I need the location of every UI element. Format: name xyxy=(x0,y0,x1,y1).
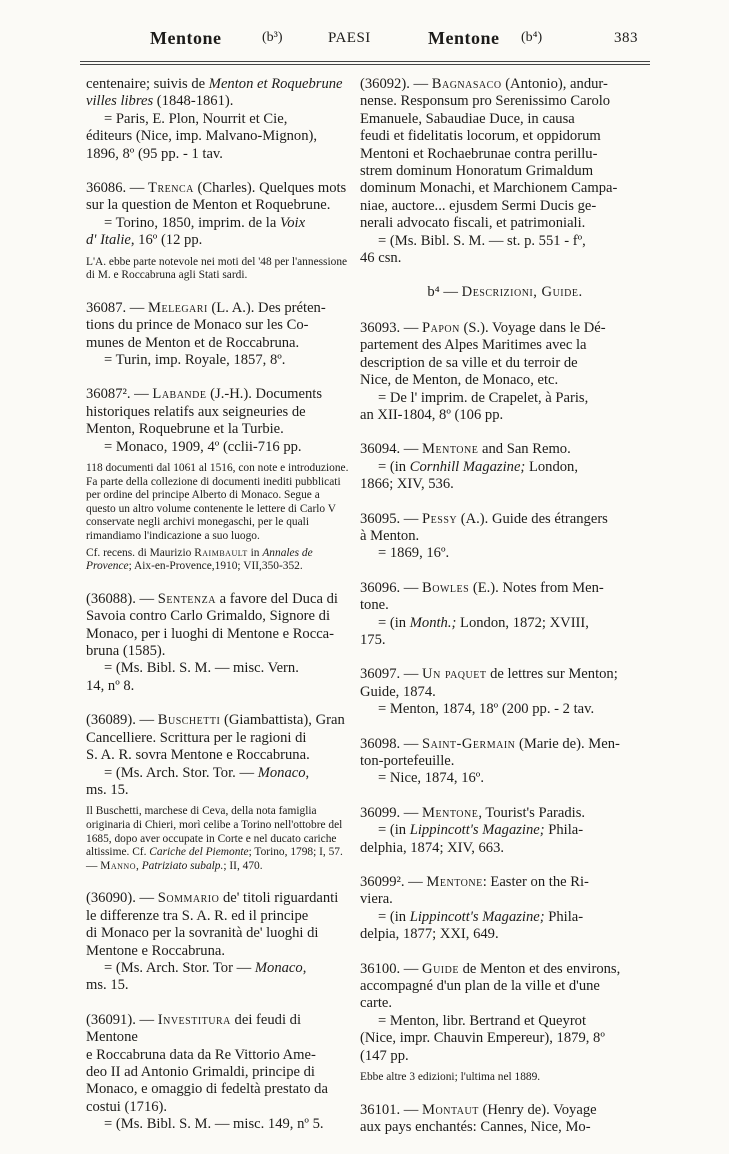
text-line: : Easter on the Ri- xyxy=(482,874,589,891)
text-line: de' titoli riguardanti xyxy=(219,890,339,907)
text-line: delpia, 1877; XXI, 649. xyxy=(360,926,499,943)
right-column xyxy=(360,76,650,1154)
header-center: PAESI xyxy=(328,30,371,46)
entry-36100 xyxy=(360,961,650,1085)
text-line: Raimbault xyxy=(194,546,248,559)
entry-36086 xyxy=(86,180,350,283)
entry-note xyxy=(86,462,350,574)
text-line: Mentone e Roccabruna. xyxy=(86,942,225,959)
text-line: = Nice, 1874, 16º. xyxy=(378,770,484,787)
text-line: niae, auctore... ejusdem Sermi Ducis ge- xyxy=(360,197,597,214)
text-line: (Antonio), andur- xyxy=(501,76,608,92)
text-line: (S.). Voyage dans le Dé- xyxy=(459,319,606,336)
text-line: (36091). — xyxy=(86,1011,158,1028)
entry-author: Mentone xyxy=(422,804,479,821)
text-line: nense. Responsum pro Serenissimo Carolo xyxy=(360,93,611,110)
header-left-subsection: (b³) xyxy=(262,30,283,45)
entry-author: Montaut xyxy=(422,1101,479,1118)
text-line: (Giambattista), Gran xyxy=(220,712,345,729)
text-line: Voix xyxy=(279,214,306,231)
text-line: partement des Alpes Maritimes avec la xyxy=(360,337,587,354)
header-rule-bottom xyxy=(80,64,650,65)
text-line: (36089). — xyxy=(86,712,158,729)
text-line: (J.-H.). Documents xyxy=(206,386,323,403)
text-line: Monaco xyxy=(257,764,306,781)
entry-author: Mentone xyxy=(422,441,479,458)
page-number: 383 xyxy=(614,30,638,46)
text-line: 36099. — xyxy=(360,804,423,821)
text-line: = (Ms. Bibl. S. M. — misc. Vern. xyxy=(104,660,299,677)
text-line: , Tourist's Paradis. xyxy=(478,804,586,821)
text-line: = (in xyxy=(378,822,410,839)
text-line: historiques relatifs aux seigneuries de xyxy=(86,403,306,420)
text-line: 14, nº 8. xyxy=(86,677,135,694)
entry-36091 xyxy=(86,1012,350,1134)
text-line: (Henry de). Voyage xyxy=(478,1101,597,1118)
text-line: Cancelliere. Scrittura per le ragioni di xyxy=(86,729,307,746)
text-line: (Charles). Quelques mots xyxy=(193,180,347,197)
text-line: Menton, Roquebrune et la Turbie. xyxy=(86,421,284,438)
text-line: carte. xyxy=(360,995,392,1012)
text-line: strem dominum Honoratum Grimaldum xyxy=(360,163,594,180)
header-right-subsection: (b⁴) xyxy=(521,30,543,45)
text-line: Il Buschetti, marchese di Ceva, della nota famiglia originaria di Chieri, morì celibe a Torino nell'ottobre del 1685, dopo aver occupate in Corte e nel ducato cariche altissime. Cf. xyxy=(86,805,343,859)
text-line: Monaco xyxy=(254,959,303,976)
entry-36101 xyxy=(360,1102,650,1137)
text-line: 36101. — xyxy=(360,1101,423,1118)
header-rule-top xyxy=(80,61,650,62)
text-line: d' Italie xyxy=(86,232,131,249)
text-line: bruna (1585). xyxy=(86,643,166,660)
text-line: , 16º (12 pp. xyxy=(130,232,203,249)
text-line: = De l' imprim. de Crapelet, à Paris, xyxy=(378,389,589,406)
text-line: 36098. — xyxy=(360,735,423,752)
text-line: = (Ms. Bibl. S. M. — misc. 149, nº 5. xyxy=(104,1116,324,1133)
text-line: = (Ms. Arch. Stor. Tor — xyxy=(104,959,255,976)
text-line: Cornhill Magazine; xyxy=(409,458,526,475)
text-line: sur la question de Menton et Roquebrune. xyxy=(86,197,331,214)
text-line: ms. 15. xyxy=(86,781,129,798)
header-right-title: Mentone xyxy=(428,28,500,48)
text-line: dominum Monachi, et Marchionem Campa- xyxy=(360,180,618,197)
entry-author: Mentone xyxy=(426,874,483,891)
text-line: 36093. — xyxy=(360,319,423,336)
entry-36095 xyxy=(360,511,650,563)
text-line: Patriziato subalp. xyxy=(141,859,224,872)
text-line: e Roccabruna data da Re Vittorio Ame- xyxy=(86,1046,316,1063)
text-line: 36095. — xyxy=(360,510,423,527)
entry-author: Trenca xyxy=(148,180,194,197)
text-line: delphia, 1874; XIV, 663. xyxy=(360,839,505,856)
text-line: an XII-1804, 8º (106 pp. xyxy=(360,406,504,423)
text-line: à Menton. xyxy=(360,527,420,544)
entry-author: Bagnasaco xyxy=(431,76,502,92)
entry-36093 xyxy=(360,320,650,424)
text-line: = Menton, 1874, 18º (200 pp. - 2 tav. xyxy=(378,701,595,718)
text-line: viera. xyxy=(360,891,393,908)
text-line: Monaco, per i luoghi di Mentone e Rocca- xyxy=(86,625,335,642)
text-line: London, xyxy=(525,458,578,475)
text-line: (Marie de). Men- xyxy=(515,735,620,752)
text-line: Nice, de Menton, de Monaco, etc. xyxy=(360,372,559,389)
text-line: = (Ms. Bibl. S. M. — st. p. 551 - fº, xyxy=(378,232,586,249)
entry-note xyxy=(86,256,350,283)
text-line: (L. A.). Des préten- xyxy=(207,299,326,316)
text-line: accompagné d'un plan de la ville et d'une xyxy=(360,978,600,995)
entry-author: Pessy xyxy=(422,510,458,527)
text-line: (A.). Guide des étrangers xyxy=(457,510,608,527)
entry-36099-2 xyxy=(360,874,650,944)
text-line: 118 documenti dal 1061 al 1516, con note e introduzione. Fa parte della collezione di documenti inediti pubblicati per ordine del principe Alberto di Monaco. Segue a questo un altro volume contenente le lettere di Carlo V conservate negli archivi monegaschi, per le quali rimandiamo l'indicazione a suo luogo. xyxy=(86,462,349,543)
text-line: ton-portefeuille. xyxy=(360,753,455,769)
text-line: Ebbe altre 3 edizioni; l'ultima nel 1889. xyxy=(360,1071,541,1084)
text-line: tone. xyxy=(360,597,389,614)
entry-author: Buschetti xyxy=(157,712,221,729)
entry-author: Sommario xyxy=(157,890,220,907)
entry-note xyxy=(86,805,350,873)
text-line: 36096. — xyxy=(360,579,423,596)
entry-36092 xyxy=(360,76,650,267)
text-line: (Nice, impr. Chauvin Empereur), 1879, 8º xyxy=(360,1030,605,1047)
entry-author: Labande xyxy=(152,386,207,403)
text-line: Emanuele, Sabaudiae Duce, in causa xyxy=(360,110,575,127)
text-line: = Torino, 1850, imprim. de la xyxy=(104,214,280,231)
text-line: 36086. — xyxy=(86,180,149,197)
text-line: = Turin, imp. Royale, 1857, 8º. xyxy=(104,352,286,369)
text-line: = 1869, 16º. xyxy=(378,545,450,562)
text-line: ms. 15. xyxy=(86,977,129,994)
entry-36097 xyxy=(360,666,650,718)
text-line: centenaire; suivis de xyxy=(86,76,209,92)
text-line: ; Aix-en-Provence,1910; VII,350-352. xyxy=(128,560,303,573)
text-line: and San Remo. xyxy=(478,441,571,458)
entry-author: Bowles xyxy=(422,579,470,596)
text-line: Cariche del Piemonte xyxy=(149,846,249,859)
text-line: de Menton et des environs, xyxy=(458,960,621,977)
text-line: Descrizioni, Guide. xyxy=(461,284,583,301)
text-line: Lippincott's Magazine; xyxy=(409,822,545,839)
text-line: Lippincott's Magazine; xyxy=(409,908,545,925)
text-line: 1866; XIV, 536. xyxy=(360,476,454,493)
text-line: 1896, 8º (95 pp. - 1 tav. xyxy=(86,145,223,162)
text-line: L'A. ebbe parte notevole nei moti del '48 per l'annessione di M. e Roccabruna agli Stati sardi. xyxy=(86,255,348,282)
text-line: Savoia contro Carlo Grimaldo, Signore di xyxy=(86,608,330,625)
text-line: Month.; xyxy=(409,614,457,631)
text-line: 36087². — xyxy=(86,386,153,403)
text-line: dei feudi di Mentone xyxy=(86,1011,302,1046)
text-line: éditeurs (Nice, imp. Malvano-Mignon), xyxy=(86,128,318,145)
text-line: (36092). — xyxy=(360,76,432,92)
entry-36090 xyxy=(86,890,350,994)
entry-36094 xyxy=(360,441,650,493)
text-line: nerali advocato fiscali, et patrimoniali. xyxy=(360,215,586,232)
entry-author: Un paquet xyxy=(422,666,487,683)
text-line: deo II ad Antonio Grimaldi, principe di xyxy=(86,1063,315,1080)
text-line: Menton et Roquebrune xyxy=(208,76,343,92)
text-line: = (in xyxy=(378,614,410,631)
text-line: , xyxy=(136,859,142,872)
running-header xyxy=(0,28,729,54)
text-line: villes libres xyxy=(86,93,154,110)
text-line: 36087. — xyxy=(86,299,149,316)
entry-36099 xyxy=(360,805,650,857)
text-line: 36099². — xyxy=(360,874,427,891)
text-line: S. A. R. sovra Mentone e Roccabruna. xyxy=(86,747,310,764)
entry-author: Guide xyxy=(422,960,459,977)
entry-author: Papon xyxy=(422,319,460,336)
text-line: costui (1716). xyxy=(86,1098,168,1115)
text-line: = (Ms. Arch. Stor. Tor. — xyxy=(104,764,258,781)
text-line: 36097. — xyxy=(360,666,423,683)
entry-36087 xyxy=(86,300,350,370)
text-line: 36100. — xyxy=(360,960,423,977)
text-line: description de sa ville et du terroir de xyxy=(360,354,578,371)
text-line: (36088). — xyxy=(86,590,158,607)
entry-36098 xyxy=(360,736,650,788)
text-line: = (in xyxy=(378,458,410,475)
text-line: Phila- xyxy=(544,822,584,839)
text-line: ; Torino, 1798; I, 57. — xyxy=(86,846,343,872)
entry-author: Investitura xyxy=(157,1011,231,1028)
text-line: feudi et fidelitatis locorum, et oppidorum xyxy=(360,128,601,145)
text-line: = (in xyxy=(378,908,410,925)
text-line: Cf. recens. di Maurizio xyxy=(86,546,195,559)
text-line: 175. xyxy=(360,631,386,648)
entry-36096 xyxy=(360,580,650,650)
section-heading xyxy=(360,284,650,301)
text-line: 36094. — xyxy=(360,441,423,458)
entry-author: Sentenza xyxy=(157,590,216,607)
text-line: Mentoni et Rochaebrunae contra perillu- xyxy=(360,145,598,162)
entry-author: Melegari xyxy=(148,299,208,316)
text-line: (36090). — xyxy=(86,890,158,907)
text-line: = Menton, libr. Bertrand et Queyrot xyxy=(378,1012,587,1029)
text-line: (147 pp. xyxy=(360,1047,409,1064)
text-line: b⁴ — xyxy=(427,284,462,301)
text-line: = Monaco, 1909, 4º (cclii-716 pp. xyxy=(104,438,302,455)
text-line: le differenze tra S. A. R. ed il principe xyxy=(86,907,309,924)
text-line: (1848-1861). xyxy=(153,93,234,110)
text-line: a favore del Duca di xyxy=(215,590,338,607)
text-line: (E.). Notes from Men- xyxy=(469,579,604,596)
text-line: = Paris, E. Plon, Nourrit et Cie, xyxy=(104,110,288,127)
text-line: Monaco, e omaggio di fedeltà prestato da xyxy=(86,1081,328,1098)
text-line: Guide, 1874. xyxy=(360,683,436,700)
text-line: Phila- xyxy=(544,908,584,925)
entry-author: Saint-Germain xyxy=(422,735,516,752)
entry-36088 xyxy=(86,591,350,695)
text-line: Manno xyxy=(100,859,136,872)
header-left-title: Mentone xyxy=(150,28,222,48)
left-column xyxy=(86,76,350,1151)
text-line: , xyxy=(305,764,310,781)
text-line: , xyxy=(302,959,307,976)
text-line: Annales de Provence xyxy=(86,546,313,573)
text-line: London, 1872; XVIII, xyxy=(456,614,589,631)
text-line: di Monaco per la sovranità de' luoghi di xyxy=(86,925,319,942)
text-line: 46 csn. xyxy=(360,250,402,267)
entry-36089 xyxy=(86,712,350,873)
text-line: tions du prince de Monaco sur les Co- xyxy=(86,317,309,334)
entry-36087-2 xyxy=(86,386,350,573)
text-line: ; II, 470. xyxy=(223,859,263,872)
entry-continuation xyxy=(86,76,350,163)
text-line: munes de Menton et de Roccabruna. xyxy=(86,334,300,351)
text-line: in xyxy=(247,546,263,559)
text-line: de lettres sur Menton; xyxy=(486,666,618,683)
text-line: aux pays enchantés: Cannes, Nice, Mo- xyxy=(360,1119,591,1136)
